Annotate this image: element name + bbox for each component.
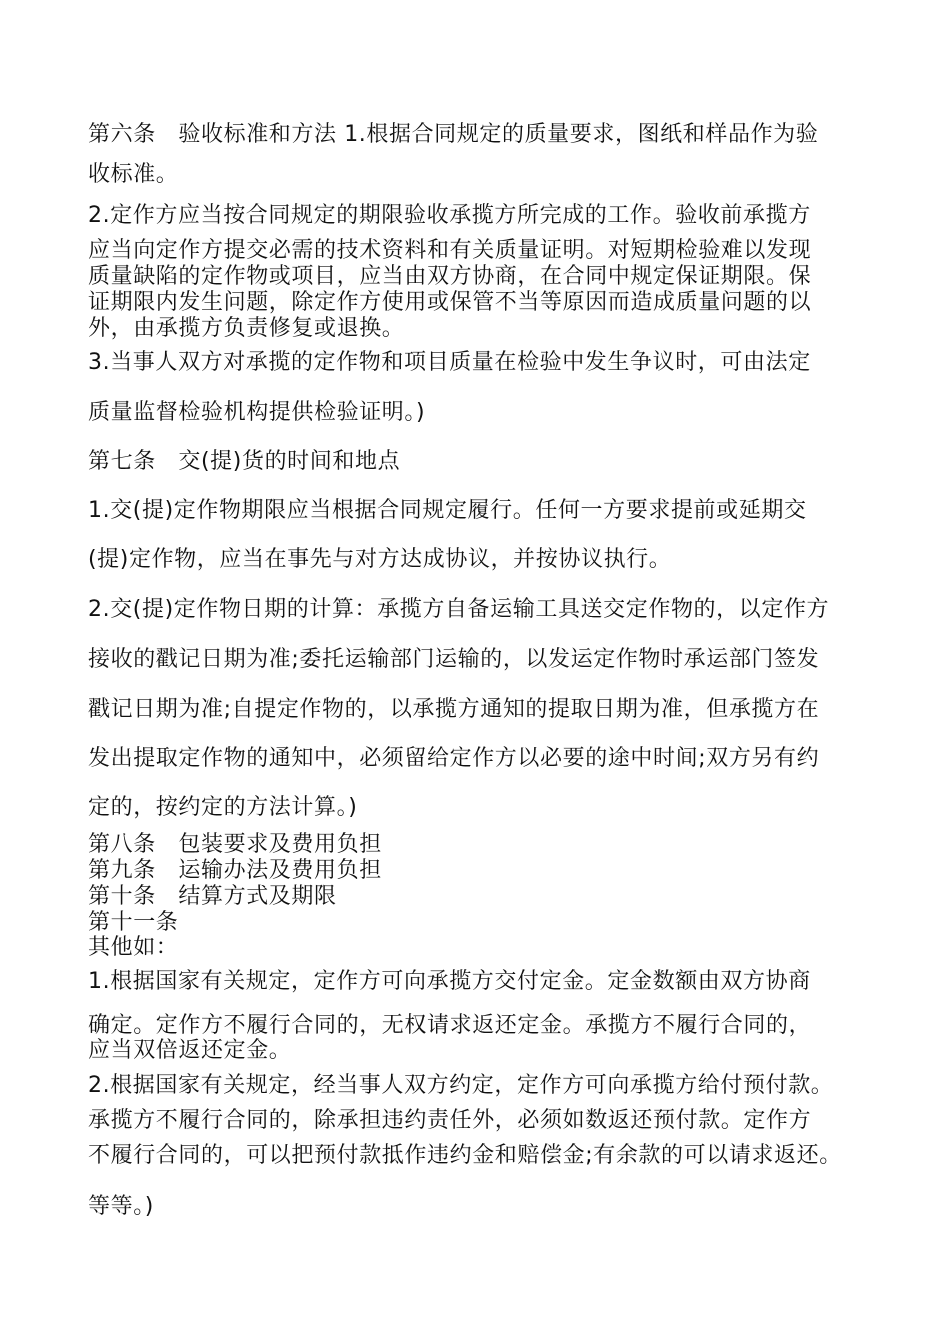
text-line: 证期限内发生问题，除定作方使用或保管不当等原因而造成质量问题的以 xyxy=(88,290,812,315)
text-line: 1.根据国家有关规定，定作方可向承揽方交付定金。定金数额由双方协商 xyxy=(88,969,811,994)
text-line: 定的，按约定的方法计算。) xyxy=(88,795,358,820)
section-heading: 第八条 包装要求及费用负担 xyxy=(88,832,382,857)
section-heading: 第十一条 xyxy=(88,910,179,935)
section-heading: 第七条 交(提)货的时间和地点 xyxy=(88,449,401,474)
section-heading: 第十条 结算方式及期限 xyxy=(88,884,337,909)
text-line: 质量监督检验机构提供检验证明。) xyxy=(88,400,426,425)
text-line: 2.交(提)定作物日期的计算：承揽方自备运输工具送交定作物的，以定作方 xyxy=(88,597,830,622)
text-line: 2.定作方应当按合同规定的期限验收承揽方所完成的工作。验收前承揽方 xyxy=(88,203,811,228)
text-line: 接收的戳记日期为准;委托运输部门运输的，以发运定作物时承运部门签发 xyxy=(88,647,820,672)
text-line: (提)定作物，应当在事先与对方达成协议，并按协议执行。 xyxy=(88,547,672,572)
text-line: 1.交(提)定作物期限应当根据合同规定履行。任何一方要求提前或延期交 xyxy=(88,498,807,523)
text-line: 收标准。 xyxy=(88,162,179,187)
text-line: 发出提取定作物的通知中，必须留给定作方以必要的途中时间;双方另有约 xyxy=(88,746,820,771)
text-line: 应当双倍返还定金。 xyxy=(88,1038,292,1063)
text-line: 不履行合同的，可以把预付款抵作违约金和赔偿金;有余款的可以请求返还。 xyxy=(88,1143,842,1168)
text-line: 外，由承揽方负责修复或退换。 xyxy=(88,316,405,341)
text-line: 质量缺陷的定作物或项目，应当由双方协商，在合同中规定保证期限。保 xyxy=(88,264,812,289)
text-line: 戳记日期为准;自提定作物的，以承揽方通知的提取日期为准，但承揽方在 xyxy=(88,697,820,722)
text-line: 其他如： xyxy=(88,935,179,960)
section-heading: 第九条 运输办法及费用负担 xyxy=(88,858,382,883)
text-line: 2.根据国家有关规定，经当事人双方约定，定作方可向承揽方给付预付款。 xyxy=(88,1073,834,1098)
text-line: 应当向定作方提交必需的技术资料和有关质量证明。对短期检验难以发现 xyxy=(88,238,812,263)
text-line: 第六条 验收标准和方法 1.根据合同规定的质量要求，图纸和样品作为验 xyxy=(88,122,819,147)
text-line: 承揽方不履行合同的，除承担违约责任外，必须如数返还预付款。定作方 xyxy=(88,1108,812,1133)
text-line: 等等。) xyxy=(88,1194,154,1219)
text-line: 3.当事人双方对承揽的定作物和项目质量在检验中发生争议时，可由法定 xyxy=(88,350,811,375)
text-line: 确定。定作方不履行合同的，无权请求返还定金。承揽方不履行合同的， xyxy=(88,1013,812,1038)
